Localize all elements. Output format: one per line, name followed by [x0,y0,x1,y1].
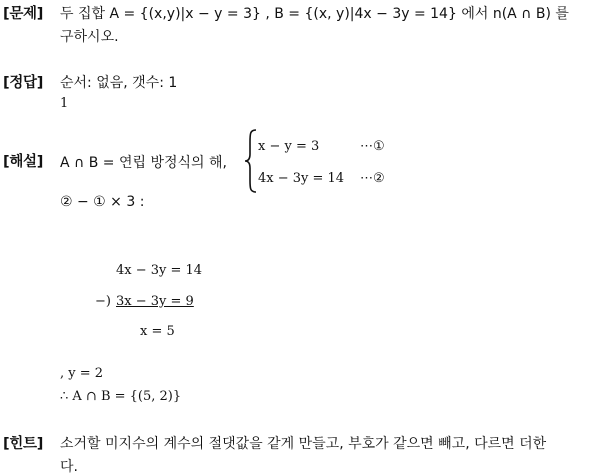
system-equation-1: x − y = 3 [258,139,320,154]
answer-meta: 순서: 없음, 갯수: 1 [60,75,178,91]
hint-text-line1: 소거할 미지수의 계수의 절댓값을 같게 만들고, 부호가 같으면 빼고, 다르면 더한 [60,436,547,452]
calc-line-2: 3x − 3y = 9 [116,294,194,309]
system-equation-2: 4x − 3y = 14 [258,171,345,186]
solution-label: [해설] [3,154,44,170]
solution-step: ② − ① × 3 : [60,194,145,210]
hint-label: [힌트] [3,436,44,452]
calc-line-1: 4x − 3y = 14 [116,263,203,278]
problem-label: [문제] [3,6,44,22]
answer-value: 1 [60,96,69,111]
problem-text-line1: 두 집합 A = {(x,y)|x − y = 3} , B = {(x, y)|4x − 3y = 14} 에서 n(A ∩ B) 를 [60,6,569,22]
problem-text-line2: 구하시오. [60,29,119,45]
solution-y-value: , y = 2 [60,366,104,381]
hint-text-line2: 다. [60,459,78,475]
system-equation-1-tag: ⋯① [360,139,385,154]
left-brace-icon [244,128,258,194]
solution-intro: A ∩ B = 연립 방정식의 해, [60,155,227,171]
solution-conclusion: ∴ A ∩ B = {(5, 2)} [60,389,182,404]
calc-result: x = 5 [140,324,175,339]
system-equation-2-tag: ⋯② [360,171,385,186]
calc-minus: −) [95,294,111,309]
answer-label: [정답] [3,75,44,91]
